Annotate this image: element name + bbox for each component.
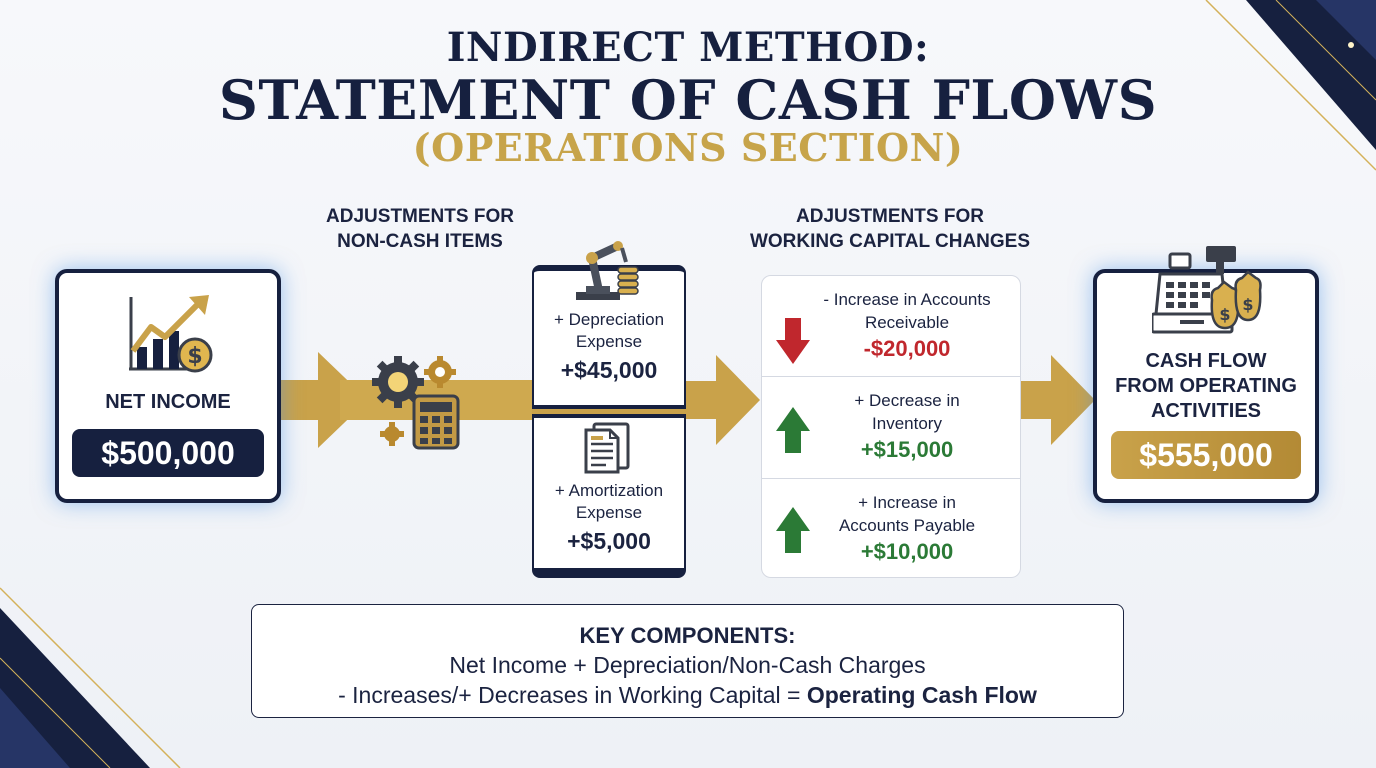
- cfo-label-line3: ACTIVITIES: [1150, 400, 1261, 422]
- wc-row-payables: [762, 479, 1020, 579]
- title-line-2: STATEMENT OF CASH FLOWS: [218, 68, 1158, 132]
- svg-text:$: $: [187, 344, 203, 369]
- corner-decoration-bottom-left: [0, 568, 260, 768]
- title-line-1: INDIRECT METHOD:: [446, 24, 930, 71]
- payables-label-line1: + Increase in: [858, 493, 956, 512]
- heading-working-capital: [720, 204, 1060, 254]
- heading-noncash-line1: ADJUSTMENTS FOR: [326, 206, 514, 227]
- key-components-title: KEY COMPONENTS:: [579, 623, 796, 648]
- payables-value: +$10,000: [860, 539, 954, 564]
- cfo-value: $555,000: [1111, 431, 1301, 479]
- amortization-label-line1: + Amortization: [554, 481, 664, 500]
- stack-divider-gold: [532, 409, 686, 414]
- key-components-line2-bold: Operating Cash Flow: [806, 682, 1037, 708]
- cfo-label: [1097, 349, 1315, 424]
- heading-wc-line1: ADJUSTMENTS FOR: [796, 206, 984, 227]
- heading-noncash-line2: NON-CASH ITEMS: [337, 231, 503, 252]
- payables-label-line2: Accounts Payable: [838, 516, 976, 535]
- heading-noncash: [300, 204, 540, 254]
- amortization-value: +$5,000: [567, 528, 651, 554]
- documents-icon: [580, 418, 636, 474]
- cfo-label-line2: FROM OPERATING: [1115, 375, 1297, 397]
- depreciation-value: +$45,000: [560, 357, 658, 383]
- net-income-label: NET INCOME: [105, 391, 231, 413]
- inventory-label-line1: + Decrease in: [854, 391, 960, 410]
- heading-wc-line2: WORKING CAPITAL CHANGES: [749, 231, 1031, 252]
- key-components-line2: [252, 682, 1123, 709]
- key-components-line2-prefix: - Increases/+ Decreases in Working Capital =: [338, 682, 807, 708]
- svg-text:$: $: [1242, 295, 1254, 314]
- cfo-label-line1: CASH FLOW: [1145, 350, 1267, 372]
- working-capital-panel: [761, 275, 1021, 578]
- flow-arrow-2: [686, 355, 760, 445]
- depreciation-label-line2: Expense: [575, 332, 643, 351]
- growth-chart-dollar-icon: [125, 293, 215, 373]
- inventory-label-line2: Inventory: [872, 414, 942, 433]
- wc-row-inventory: [762, 377, 1020, 478]
- title-line-3: (OPERATIONS SECTION): [412, 125, 964, 170]
- wc-row-receivables: [762, 276, 1020, 376]
- robot-arm-coins-icon: [572, 236, 642, 302]
- receivables-value: -$20,000: [863, 336, 951, 361]
- gears-calculator-icon: [368, 352, 464, 452]
- receivables-label-line1: - Increase in Accounts: [823, 290, 991, 309]
- net-income-value: $500,000: [72, 429, 264, 477]
- receivables-label-line2: Receivable: [864, 313, 950, 332]
- cash-register-icon: [1152, 244, 1262, 336]
- key-components-line1: Net Income + Depreciation/Non-Cash Charges: [449, 652, 926, 678]
- depreciation-label-line1: + Depreciation: [553, 310, 665, 329]
- amortization-label-line2: Expense: [575, 503, 643, 522]
- net-income-card: [55, 269, 281, 503]
- svg-text:$: $: [1219, 305, 1231, 324]
- inventory-value: +$15,000: [860, 437, 954, 462]
- key-components-box: [251, 604, 1124, 718]
- flow-arrow-3: [1021, 355, 1095, 445]
